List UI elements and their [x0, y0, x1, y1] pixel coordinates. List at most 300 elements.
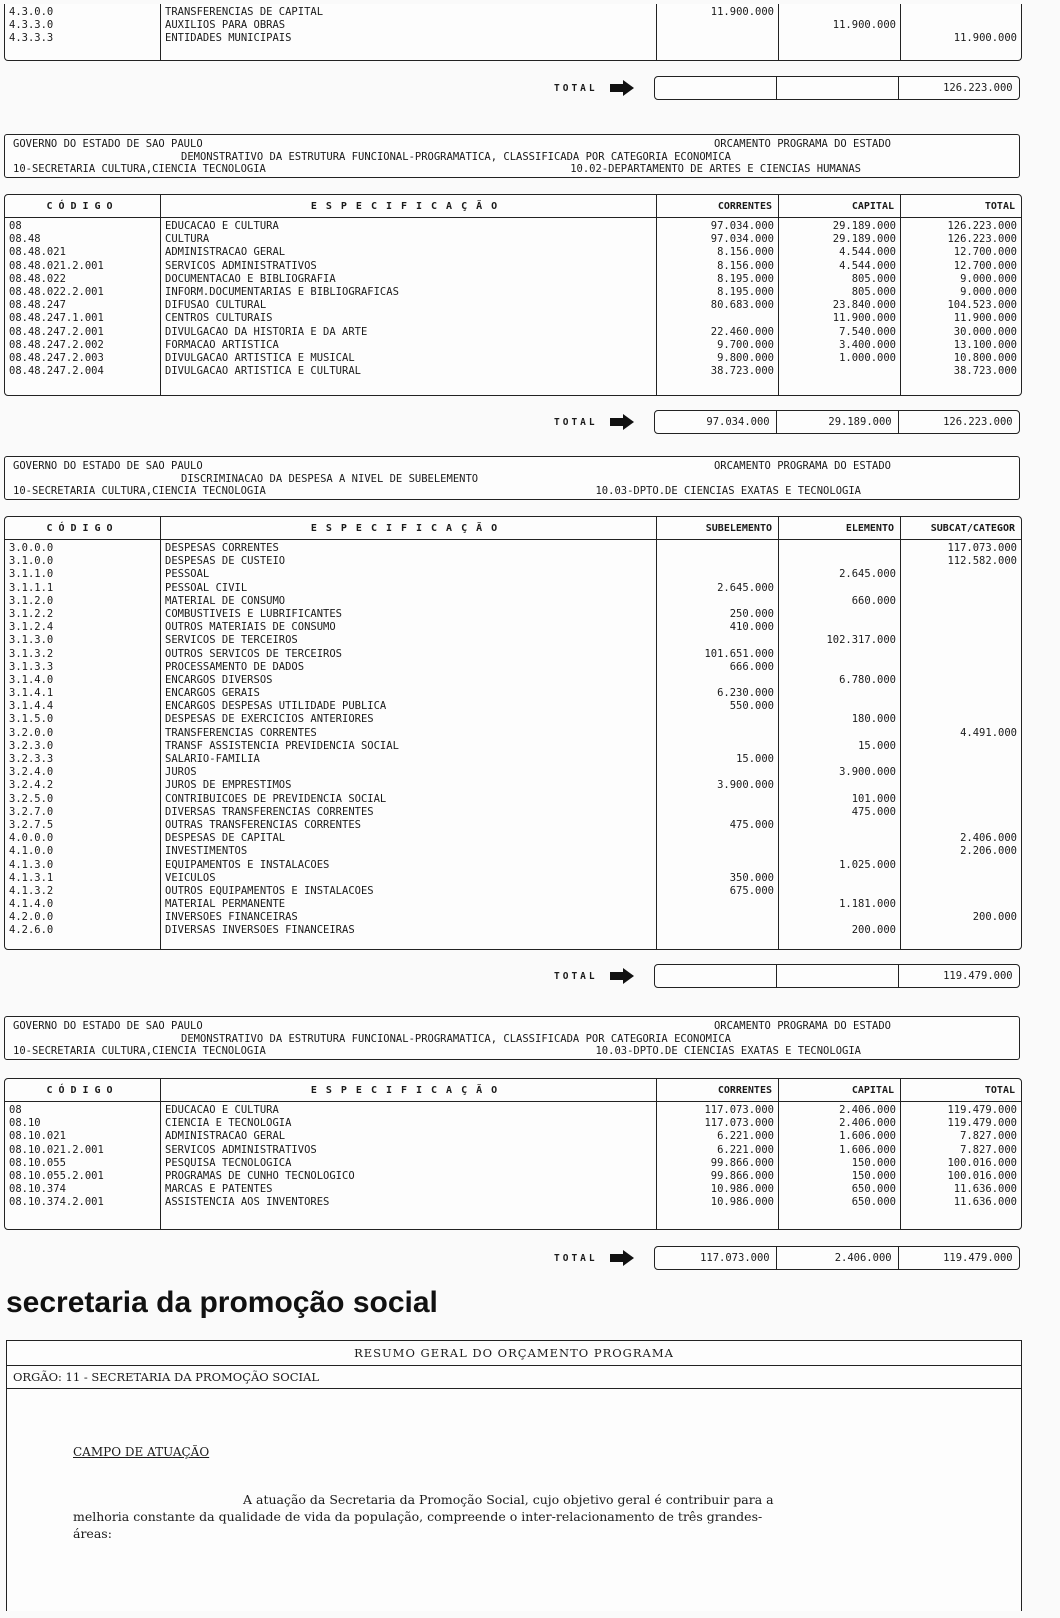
cell: [905, 793, 1017, 806]
cell: [905, 687, 1017, 700]
cell: 3.1.1.0: [9, 568, 54, 581]
cell: 99.866.000: [710, 1169, 774, 1182]
cell: 11.636.000: [953, 1196, 1017, 1209]
cell: [661, 555, 774, 568]
cell: 08.48.247.2.003: [9, 351, 104, 364]
column-header-row: [5, 1079, 1021, 1102]
cell: 104.523.000: [947, 299, 1017, 312]
col2-header: CAPITAL: [779, 1079, 901, 1101]
cell: FORMACAO ARTISTICA: [165, 338, 279, 351]
cell: 666.000: [729, 660, 774, 673]
cell: ASSISTENCIA AOS INVENTORES: [165, 1196, 330, 1209]
cell: DIVERSAS INVERSOES FINANCEIRAS: [165, 924, 355, 937]
department-label: 10.03-DPTO.DE CIENCIAS EXATAS E TECNOLOGIA: [595, 1045, 861, 1057]
cell: 3.1.5.0: [9, 713, 54, 726]
cell: 2.406.000: [839, 1117, 896, 1130]
cell: [783, 648, 896, 661]
total-value-2: [777, 77, 899, 99]
total-value-3: 119.479.000: [943, 970, 1013, 982]
cell: 660.000: [851, 594, 896, 607]
cell: [783, 700, 896, 713]
cell: [905, 766, 1017, 779]
cell: [905, 634, 1017, 647]
total-value-1: 117.073.000: [655, 1247, 777, 1269]
cell: 08.48.247.2.001: [9, 325, 104, 338]
cell: [783, 911, 896, 924]
cell: TRANSFERENCIAS DE CAPITAL: [165, 6, 324, 18]
cell: MATERIAL PERMANENTE: [165, 898, 286, 911]
cell: 8.156.000: [717, 246, 774, 259]
cell: 10.986.000: [710, 1196, 774, 1209]
value-column-3: [901, 540, 1021, 950]
cell: EQUIPAMENTOS E INSTALACOES: [165, 858, 330, 871]
cell: 126.223.000: [947, 233, 1017, 246]
cell: [661, 634, 774, 647]
cell: JUROS: [165, 766, 197, 779]
value-column-3: [901, 4, 1021, 60]
cell: 38.723.000: [953, 365, 1017, 378]
cell: 9.000.000: [960, 285, 1017, 298]
cell: [783, 727, 896, 740]
cell: CIENCIA E TECNOLOGIA: [165, 1117, 292, 1130]
cell: 13.100.000: [953, 338, 1017, 351]
cell: 1.606.000: [839, 1130, 896, 1143]
cell: [905, 648, 1017, 661]
value-column-1: [657, 1102, 779, 1230]
cell: DIFUSAO CULTURAL: [165, 299, 267, 312]
cell: 805.000: [851, 272, 896, 285]
section1-total-row: [554, 410, 1020, 434]
cell: [661, 595, 774, 608]
cell: COMBUSTIVEIS E LUBRIFICANTES: [165, 607, 343, 620]
total-values-box: [654, 76, 1020, 100]
cell: 4.544.000: [839, 259, 896, 272]
cell: [661, 898, 774, 911]
cell: 08.10.055: [9, 1156, 66, 1169]
cell: 150.000: [851, 1156, 896, 1169]
cell: [783, 687, 896, 700]
report-subtitle: DEMONSTRATIVO DA ESTRUTURA FUNCIONAL-PROGRAMATICA, CLASSIFICADA POR CATEGORIA ECONOMICA: [181, 150, 731, 163]
cell: 3.2.7.5: [9, 818, 54, 831]
cell: 117.073.000: [704, 1117, 774, 1130]
cell: 08.48.247: [9, 299, 66, 312]
cell: 2.645.000: [717, 581, 774, 594]
cell: [905, 872, 1017, 885]
col3-header: TOTAL: [984, 1084, 1015, 1096]
cell: ENCARGOS DIVERSOS: [165, 673, 273, 686]
cell: [905, 819, 1017, 832]
cell: 08.10.374: [9, 1183, 66, 1196]
value-column-2: [779, 4, 901, 60]
cell: 117.073.000: [947, 542, 1017, 554]
value-column-3: [901, 1102, 1021, 1230]
budget-label: ORCAMENTO PROGRAMA DO ESTADO: [713, 138, 891, 150]
secretaria-label: 10-SECRETARIA CULTURA,CIENCIA TECNOLOGIA: [13, 163, 266, 175]
total-value-1: [655, 77, 777, 99]
section1-header: [4, 134, 1020, 178]
column-header-row: [5, 517, 1021, 540]
cell: [661, 713, 774, 726]
codigo-header: CÓDIGO: [5, 195, 161, 217]
cell: 10.800.000: [953, 351, 1017, 364]
cell: 12.700.000: [953, 259, 1017, 272]
section2-table: [4, 516, 1022, 950]
cell: 08.10.021.2.001: [9, 1143, 104, 1156]
cell: OUTROS MATERIAIS DE CONSUMO: [165, 621, 336, 634]
cell: 29.189.000: [832, 233, 896, 246]
cell: 3.900.000: [717, 779, 774, 792]
col1-header: CORRENTES: [657, 195, 779, 217]
cell: [905, 661, 1017, 674]
cell: 08: [9, 220, 22, 232]
cell: [783, 365, 896, 378]
section2-header: [4, 456, 1020, 500]
cell: 12.700.000: [953, 246, 1017, 259]
cell: VEICULOS: [165, 871, 216, 884]
cell: CULTURA: [165, 233, 210, 246]
cell: PROCESSAMENTO DE DADOS: [165, 660, 305, 673]
cell: [661, 859, 774, 872]
total-label: TOTAL: [554, 82, 598, 94]
cell: 3.1.4.0: [9, 673, 54, 686]
cell: 250.000: [729, 607, 774, 620]
cell: 119.479.000: [947, 1117, 1017, 1130]
cell: 9.000.000: [960, 272, 1017, 285]
cell: 7.827.000: [960, 1143, 1017, 1156]
cell: [905, 700, 1017, 713]
govt-label: GOVERNO DO ESTADO DE SAO PAULO: [13, 1020, 203, 1032]
cell: 475.000: [851, 805, 896, 818]
cell: [661, 924, 774, 937]
value-column-2: [779, 218, 901, 396]
cell: INFORM.DOCUMENTARIAS E BIBLIOGRAFICAS: [165, 285, 399, 298]
cell: 6.221.000: [717, 1143, 774, 1156]
cell: [783, 542, 896, 555]
cell: DIVERSAS TRANSFERENCIAS CORRENTES: [165, 805, 374, 818]
total-value-3: 126.223.000: [943, 82, 1013, 94]
spec-column: [161, 4, 657, 60]
col3-header: SUBCAT/CATEGOR: [930, 522, 1015, 534]
cell: DOCUMENTACAO E BIBLIOGRAFIA: [165, 272, 336, 285]
cell: 2.406.000: [839, 1104, 896, 1116]
cell: [661, 832, 774, 845]
cell: AUXILIOS PARA OBRAS: [165, 19, 286, 32]
arrow-right-icon: [610, 968, 634, 984]
total-label: TOTAL: [554, 970, 598, 982]
cell: 3.2.7.0: [9, 805, 54, 818]
cell: 8.195.000: [717, 285, 774, 298]
cell: [783, 885, 896, 898]
col2-header: ELEMENTO: [779, 517, 901, 539]
cell: [905, 713, 1017, 726]
cell: [905, 568, 1017, 581]
cell: 4.3.0.0: [9, 6, 54, 18]
cell: 475.000: [729, 818, 774, 831]
cell: 650.000: [851, 1196, 896, 1209]
cell: 3.2.4.0: [9, 766, 54, 779]
cell: [905, 898, 1017, 911]
total-values-box: [654, 964, 1020, 988]
cell: [661, 568, 774, 581]
cell: [783, 582, 896, 595]
cell: 8.195.000: [717, 272, 774, 285]
paragraph-line-3: áreas:: [73, 1526, 112, 1541]
cell: [905, 779, 1017, 792]
cell: [783, 6, 896, 19]
cell: 4.2.6.0: [9, 924, 54, 937]
cell: DESPESAS CORRENTES: [165, 542, 279, 554]
cell: PESSOAL: [165, 568, 210, 581]
cell: 4.0.0.0: [9, 832, 54, 845]
cell: [661, 32, 774, 45]
cell: DIVULGACAO ARTISTICA E MUSICAL: [165, 351, 355, 364]
cell: MATERIAL DE CONSUMO: [165, 594, 286, 607]
code-column: [5, 540, 161, 950]
cell: ADMINISTRACAO GERAL: [165, 246, 286, 259]
cell: INVESTIMENTOS: [165, 845, 248, 858]
cell: 200.000: [972, 911, 1017, 924]
cell: 4.491.000: [960, 726, 1017, 739]
cell: 97.034.000: [710, 220, 774, 232]
cell: 3.1.2.4: [9, 621, 54, 634]
cell: 410.000: [729, 621, 774, 634]
resumo-box: [6, 1340, 1022, 1611]
cell: DESPESAS DE CAPITAL: [165, 832, 286, 845]
column-header-row: [5, 195, 1021, 218]
cell: 2.206.000: [960, 845, 1017, 858]
cell: 112.582.000: [947, 555, 1017, 568]
cell: [905, 595, 1017, 608]
cell: 3.1.3.0: [9, 634, 54, 647]
govt-label: GOVERNO DO ESTADO DE SAO PAULO: [13, 460, 203, 472]
cell: [661, 727, 774, 740]
section3-table: [4, 1078, 1022, 1230]
cell: 4.1.4.0: [9, 898, 54, 911]
cell: JUROS DE EMPRESTIMOS: [165, 779, 292, 792]
cell: PESSOAL CIVIL: [165, 581, 248, 594]
code-column: [5, 218, 161, 396]
cell: 99.866.000: [710, 1156, 774, 1169]
cell: DESPESAS DE CUSTEIO: [165, 555, 286, 568]
total-value-1: 97.034.000: [655, 411, 777, 433]
cell: 11.900.000: [953, 312, 1017, 325]
department-label: 10.02-DEPARTAMENTO DE ARTES E CIENCIAS HUMANAS: [570, 163, 861, 175]
cell: OUTROS EQUIPAMENTOS E INSTALACOES: [165, 884, 374, 897]
cell: 3.1.0.0: [9, 555, 54, 568]
cell: 102.317.000: [826, 634, 896, 647]
cell: 650.000: [851, 1183, 896, 1196]
section3-total-row: [554, 1246, 1020, 1270]
secretaria-label: 10-SECRETARIA CULTURA,CIENCIA TECNOLOGIA: [13, 485, 266, 497]
cell: [905, 740, 1017, 753]
cell: 675.000: [729, 884, 774, 897]
cell: 8.156.000: [717, 259, 774, 272]
cell: [783, 832, 896, 845]
cell: [661, 806, 774, 819]
cell: DIVULGACAO DA HISTORIA E DA ARTE: [165, 325, 368, 338]
cell: CENTROS CULTURAIS: [165, 312, 273, 325]
cell: ENCARGOS DESPESAS UTILIDADE PUBLICA: [165, 700, 387, 713]
section3-header: [4, 1016, 1020, 1060]
total-value-2: 29.189.000: [777, 411, 899, 433]
cell: 101.000: [851, 792, 896, 805]
cell: 3.1.4.4: [9, 700, 54, 713]
resumo-title: RESUMO GERAL DO ORÇAMENTO PROGRAMA: [7, 1341, 1021, 1366]
report-subtitle: DEMONSTRATIVO DA ESTRUTURA FUNCIONAL-PROGRAMATICA, CLASSIFICADA POR CATEGORIA ECONOMICA: [181, 1032, 731, 1045]
cell: 550.000: [729, 700, 774, 713]
cell: 3.900.000: [839, 766, 896, 779]
code-column: [5, 4, 161, 60]
cell: 150.000: [851, 1169, 896, 1182]
cell: [661, 542, 774, 555]
cell: 1.606.000: [839, 1143, 896, 1156]
especificacao-header: ESPECIFICAÇÃO: [161, 1079, 657, 1101]
cell: [905, 885, 1017, 898]
cell: [661, 740, 774, 753]
cell: 3.2.3.0: [9, 739, 54, 752]
cell: 117.073.000: [704, 1104, 774, 1116]
govt-label: GOVERNO DO ESTADO DE SAO PAULO: [13, 138, 203, 150]
cell: [905, 582, 1017, 595]
cell: PROGRAMAS DE CUNHO TECNOLOGICO: [165, 1169, 355, 1182]
cell: 7.827.000: [960, 1130, 1017, 1143]
total-value-2: 2.406.000: [777, 1247, 899, 1269]
codigo-header: CÓDIGO: [5, 517, 161, 539]
cell: 3.1.3.3: [9, 660, 54, 673]
total-value-3: 119.479.000: [943, 1252, 1013, 1264]
cell: SERVICOS ADMINISTRATIVOS: [165, 259, 317, 272]
total-values-box: [654, 1246, 1020, 1270]
cell: 6.221.000: [717, 1130, 774, 1143]
cell: 3.2.4.2: [9, 779, 54, 792]
value-column-1: [657, 218, 779, 396]
cell: 08.48: [9, 233, 41, 246]
value-column-1: [657, 540, 779, 950]
cell: 180.000: [851, 713, 896, 726]
cell: 3.1.2.2: [9, 607, 54, 620]
cell: 38.723.000: [710, 365, 774, 378]
cell: 1.000.000: [839, 351, 896, 364]
code-column: [5, 1102, 161, 1230]
budget-label: ORCAMENTO PROGRAMA DO ESTADO: [713, 460, 891, 472]
section2-total-row: [554, 964, 1020, 988]
cell: [783, 32, 896, 45]
cell: CONTRIBUICOES DE PREVIDENCIA SOCIAL: [165, 792, 387, 805]
especificacao-header: ESPECIFICAÇÃO: [161, 517, 657, 539]
total-value-3: 126.223.000: [943, 416, 1013, 428]
cell: 3.1.4.1: [9, 687, 54, 700]
cell: INVERSOES FINANCEIRAS: [165, 911, 298, 924]
cell: 08.10.374.2.001: [9, 1196, 104, 1209]
cell: 08: [9, 1104, 22, 1116]
cell: SERVICOS DE TERCEIROS: [165, 634, 298, 647]
cell: 80.683.000: [710, 299, 774, 312]
secretaria-label: 10-SECRETARIA CULTURA,CIENCIA TECNOLOGIA: [13, 1045, 266, 1057]
cell: 4.3.3.0: [9, 19, 54, 32]
cell: 08.10: [9, 1117, 41, 1130]
col1-header: SUBELEMENTO: [657, 517, 779, 539]
value-column-1: [657, 4, 779, 60]
cell: 6.780.000: [839, 673, 896, 686]
cell: OUTROS SERVICOS DE TERCEIROS: [165, 647, 343, 660]
report-subtitle: DISCRIMINACAO DA DESPESA A NIVEL DE SUBELEMENTO: [181, 472, 479, 485]
cell: 23.840.000: [832, 299, 896, 312]
section1-table: [4, 194, 1022, 396]
cell: 3.1.3.2: [9, 647, 54, 660]
cell: 11.900.000: [953, 32, 1017, 45]
cell: [661, 845, 774, 858]
total-value-1: [655, 965, 777, 987]
paragraph-line-1: A atuação da Secretaria da Promoção Social, cujo objetivo geral é contribuir para a: [243, 1492, 774, 1507]
campo-heading: CAMPO DE ATUAÇÃO: [73, 1445, 210, 1459]
cell: [905, 6, 1017, 19]
secretaria-title: secretaria da promoção social: [6, 1286, 438, 1319]
cell: 10.986.000: [710, 1183, 774, 1196]
cell: 11.900.000: [832, 312, 896, 325]
codigo-header: CÓDIGO: [5, 1079, 161, 1101]
cell: 4.2.0.0: [9, 911, 54, 924]
especificacao-header: ESPECIFICAÇÃO: [161, 195, 657, 217]
cell: 1.181.000: [839, 898, 896, 911]
cell: 3.400.000: [839, 338, 896, 351]
top-total-row: [554, 76, 1020, 100]
cell: DIVULGACAO ARTISTICA E CULTURAL: [165, 365, 361, 378]
cell: 7.540.000: [839, 325, 896, 338]
cell: 08.48.247.2.004: [9, 365, 104, 378]
cell: OUTRAS TRANSFERENCIAS CORRENTES: [165, 818, 361, 831]
cell: ENCARGOS GERAIS: [165, 687, 260, 700]
cell: 6.230.000: [717, 687, 774, 700]
arrow-right-icon: [610, 80, 634, 96]
cell: [783, 779, 896, 792]
budget-label: ORCAMENTO PROGRAMA DO ESTADO: [713, 1020, 891, 1032]
cell: 11.900.000: [710, 6, 774, 18]
cell: [905, 924, 1017, 937]
paragraph-line-2: melhoria constante da qualidade de vida da população, compreende o inter-relacionamento de três grandes-: [73, 1509, 763, 1524]
cell: 4.1.3.1: [9, 871, 54, 884]
cell: 08.10.021: [9, 1130, 66, 1143]
cell: 100.016.000: [947, 1156, 1017, 1169]
cell: TRANSF ASSISTENCIA PREVIDENCIA SOCIAL: [165, 739, 399, 752]
cell: SERVICOS ADMINISTRATIVOS: [165, 1143, 317, 1156]
resumo-orgao: ORGÃO: 11 - SECRETARIA DA PROMOÇÃO SOCIAL: [7, 1366, 1021, 1389]
cell: 3.2.3.3: [9, 753, 54, 765]
total-value-2: [777, 965, 899, 987]
cell: EDUCACAO E CULTURA: [165, 1104, 279, 1116]
value-column-3: [901, 218, 1021, 396]
cell: [905, 621, 1017, 634]
cell: 15.000: [736, 753, 774, 765]
cell: 126.223.000: [947, 220, 1017, 232]
cell: 2.645.000: [839, 568, 896, 581]
cell: EDUCACAO E CULTURA: [165, 220, 279, 232]
cell: 200.000: [851, 924, 896, 937]
cell: 08.48.021.2.001: [9, 259, 104, 272]
total-values-box: [654, 410, 1020, 434]
cell: [661, 911, 774, 924]
cell: 08.48.247.1.001: [9, 312, 104, 325]
cell: 08.48.247.2.002: [9, 338, 104, 351]
cell: TRANSFERENCIAS CORRENTES: [165, 726, 317, 739]
cell: [905, 674, 1017, 687]
cell: [783, 555, 896, 568]
cell: 9.700.000: [717, 338, 774, 351]
spec-column: [161, 540, 657, 950]
cell: [783, 819, 896, 832]
spec-column: [161, 218, 657, 396]
cell: 9.800.000: [717, 351, 774, 364]
cell: [661, 312, 774, 325]
